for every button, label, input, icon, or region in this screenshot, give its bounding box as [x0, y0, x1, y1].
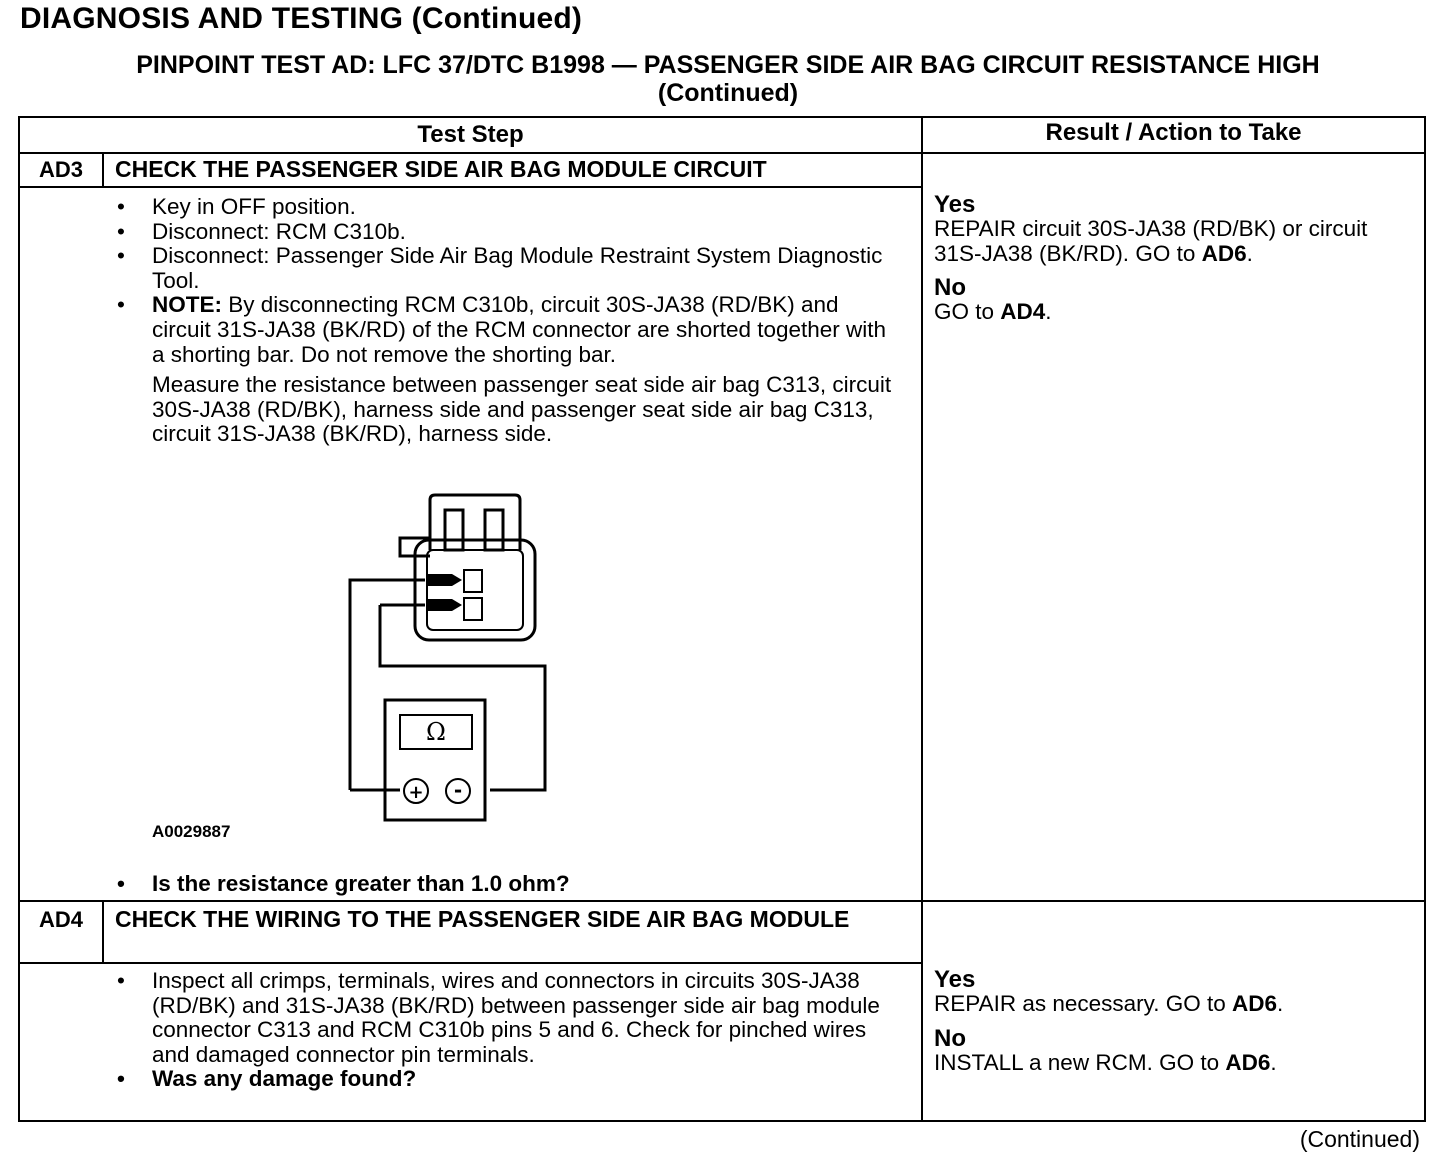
column-header-result: Result / Action to Take	[1045, 119, 1302, 146]
step-question: • Was any damage found?	[114, 1067, 894, 1092]
probe-tip-upper	[427, 574, 462, 586]
result-punct: .	[1045, 299, 1052, 325]
connector-latch-slot-left	[445, 510, 463, 550]
multimeter-connector-diagram	[330, 490, 570, 830]
result-yes-text	[934, 992, 1404, 1017]
note-text: By disconnecting RCM C310b, circuit 30S-JA38 (RD/BK) and circuit 31S-JA38 (BK/RD) of the RCM connector are shorted together with a shorting bar. Do not remove the shorting bar.	[152, 292, 887, 367]
result-yes-action: REPAIR circuit 30S-JA38 (RD/BK) or circuit 31S-JA38 (BK/RD). GO to	[934, 216, 1368, 266]
step-id-ad4: AD4	[38, 907, 83, 932]
page-title: DIAGNOSIS AND TESTING (Continued)	[20, 2, 583, 35]
terminal-lower	[464, 598, 482, 620]
probe-tip-lower	[427, 599, 462, 611]
step-id-ad3: AD3	[38, 157, 83, 182]
column-header-test-step: Test Step	[417, 121, 524, 148]
result-yes-action: REPAIR as necessary. GO to	[934, 991, 1233, 1016]
result-punct: .	[1270, 1049, 1277, 1075]
result-no-text	[934, 300, 1404, 325]
step-title-ad4: CHECK THE WIRING TO THE PASSENGER SIDE AIR BAG MODULE	[115, 906, 850, 932]
goto-step-link[interactable]: AD6	[1201, 240, 1247, 266]
goto-step-link[interactable]: AD4	[1000, 299, 1046, 325]
pinpoint-test-title: PINPOINT TEST AD: LFC 37/DTC B1998 — PASSENGER SIDE AIR BAG CIRCUIT RESISTANCE HIGH	[136, 51, 1320, 79]
result-punct: .	[1246, 240, 1253, 266]
step-title-ad3: CHECK THE PASSENGER SIDE AIR BAG MODULE CIRCUIT	[115, 156, 767, 182]
measure-instruction: Measure the resistance between passenger seat side air bag C313, circuit 30S-JA38 (RD/BK), harness side and passenger seat side air bag C313, circuit 31S-JA38 (BK/RD), harness side.	[152, 372, 892, 447]
result-no-action: INSTALL a new RCM. GO to	[934, 1049, 1226, 1075]
goto-step-link[interactable]: AD6	[1225, 1049, 1271, 1075]
step-note	[114, 293, 894, 367]
continued-footer: (Continued)	[1299, 1126, 1420, 1152]
result-yes-text	[934, 217, 1404, 266]
step-bullet: • Inspect all crimps, terminals, wires and connectors in circuits 30S-JA38 (RD/BK) and 31S-JA38 (BK/RD) between passenger side air bag module connector C313 and RCM C310b pins 5 and 6. Check for pinched wires and damaged connector pin terminals.	[114, 969, 894, 1067]
result-no-action: GO to	[934, 299, 1001, 325]
plus-label: +	[408, 782, 424, 803]
ohm-symbol: Ω	[426, 718, 446, 746]
step-bullet: • Key in OFF position.	[114, 195, 894, 220]
result-ad3	[934, 193, 1404, 325]
result-no-label: No	[934, 274, 966, 302]
minus-label: -	[453, 778, 463, 802]
connector-body	[415, 540, 535, 640]
step-bullet: • Disconnect: RCM C310b.	[114, 220, 894, 245]
result-punct: .	[1277, 991, 1284, 1016]
connector-latch-slot-right	[485, 510, 503, 550]
result-yes-label: Yes	[934, 966, 976, 993]
step-body-ad4	[114, 969, 894, 1092]
step-question: • Is the resistance greater than 1.0 ohm?	[114, 872, 894, 897]
terminal-upper	[464, 570, 482, 592]
connector-face	[427, 550, 523, 630]
step-question-ad3-wrap	[114, 872, 894, 897]
note-label: NOTE:	[152, 292, 222, 318]
result-ad4	[934, 968, 1404, 1075]
step-body-ad3	[114, 195, 894, 447]
lead-minus-wire	[380, 605, 545, 790]
pinpoint-test-continued: (Continued)	[657, 79, 799, 107]
result-no-label: No	[934, 1024, 966, 1052]
result-yes-label: Yes	[934, 191, 976, 218]
goto-step-link[interactable]: AD6	[1232, 991, 1278, 1016]
step-bullet: • Disconnect: Passenger Side Air Bag Module Restraint System Diagnostic Tool.	[114, 244, 894, 293]
result-no-text	[934, 1051, 1404, 1076]
figure-id: A0029887	[152, 822, 231, 841]
